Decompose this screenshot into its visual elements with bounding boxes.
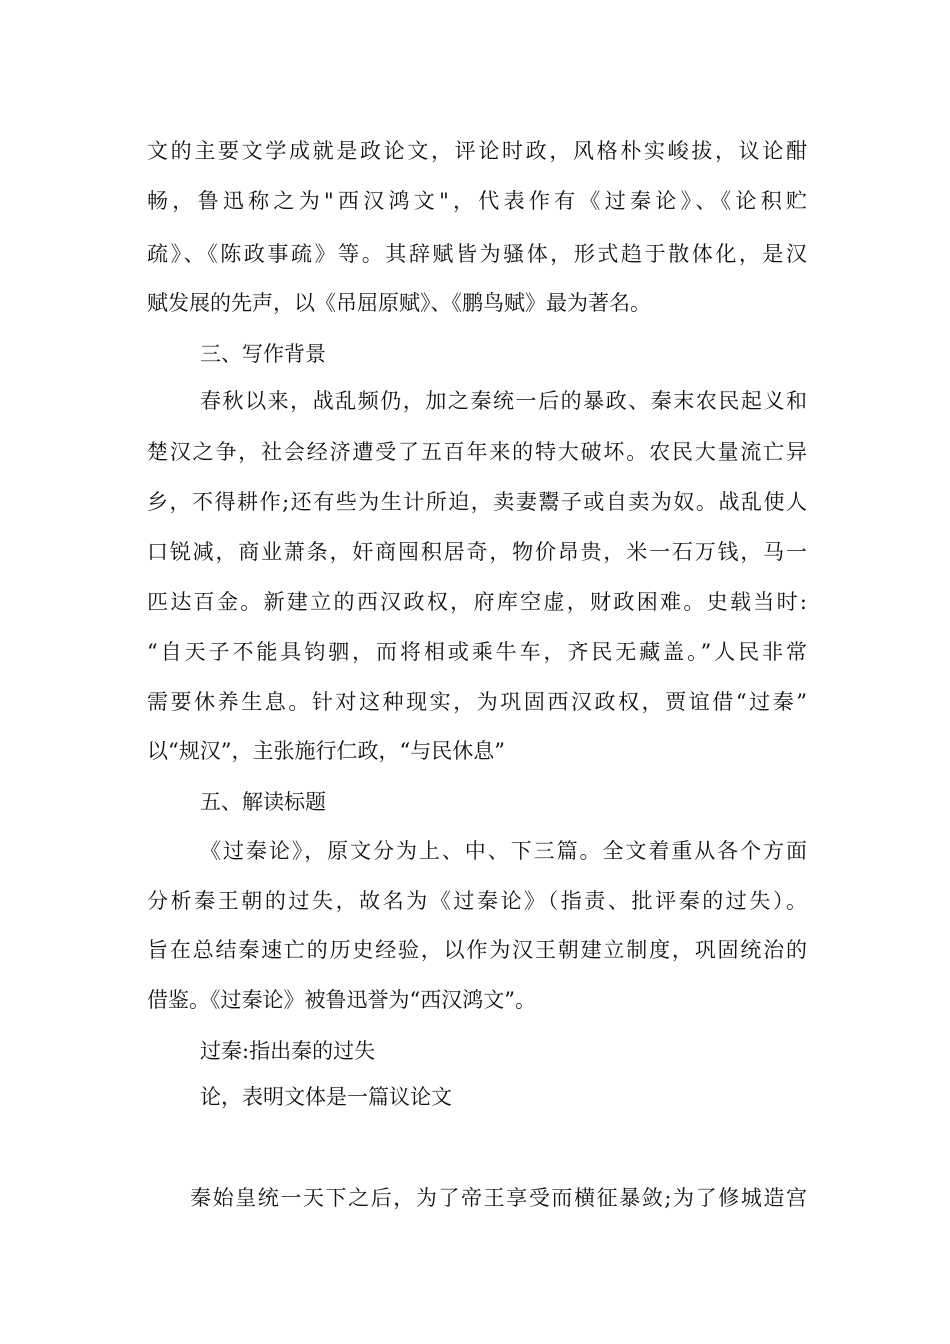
text-line: 匹达百金。新建立的西汉政权，府库空虚，财政困难。史载当时: (147, 590, 807, 614)
text-line: 口锐减，商业萧条，奸商囤积居奇，物价昂贵，米一石万钱，马一 (147, 540, 807, 564)
text-line: 春秋以来，战乱频仍，加之秦统一后的暴政、秦末农民起义和 (200, 389, 807, 413)
text-line: 分析秦王朝的过失，故名为《过秦论》（指责、批评秦的过失）。 (147, 889, 807, 913)
text-line: 楚汉之争，社会经济遭受了五百年来的特大破坏。农民大量流亡异 (147, 440, 807, 464)
text-line: “自天子不能具钧驷，而将相或乘牛车，齐民无藏盖。”人民非常 (147, 640, 807, 664)
text-line: 《过秦论》，原文分为上、中、下三篇。全文着重从各个方面 (200, 839, 807, 863)
text-line: 借鉴。《过秦论》被鲁迅誉为“西汉鸿文”。 (147, 988, 536, 1012)
section-heading: 五、解读标题 (200, 790, 326, 814)
text-line: 文的主要文学成就是政论文，评论时政，风格朴实峻拔，议论酣 (147, 139, 807, 163)
text-line: 乡，不得耕作;还有些为生计所迫，卖妻鬻子或自卖为奴。战乱使人 (147, 490, 807, 514)
text-line: 需要休养生息。针对这种现实，为巩固西汉政权，贾谊借“过秦” (147, 690, 807, 714)
text-line: 赋发展的先声，以《吊屈原赋》、《鹏鸟赋》最为著名。 (147, 291, 651, 315)
note-line: 过秦:指出秦的过失 (200, 1039, 376, 1063)
section-heading: 三、写作背景 (200, 342, 326, 366)
note-line: 论，表明文体是一篇议论文 (200, 1085, 452, 1109)
text-line: 秦始皇统一天下之后，为了帝王享受而横征暴敛;为了修城造宫 (190, 1186, 807, 1210)
text-line: 疏》、《陈政事疏》等。其辞赋皆为骚体，形式趋于散体化，是汉 (147, 242, 807, 266)
text-line: 旨在总结秦速亡的历史经验，以作为汉王朝建立制度，巩固统治的 (147, 938, 807, 962)
text-line: 畅，鲁迅称之为"西汉鸿文"，代表作有《过秦论》、《论积贮 (147, 189, 807, 213)
text-line: 以“规汉”，主张施行仁政，“与民休息” (147, 739, 505, 763)
